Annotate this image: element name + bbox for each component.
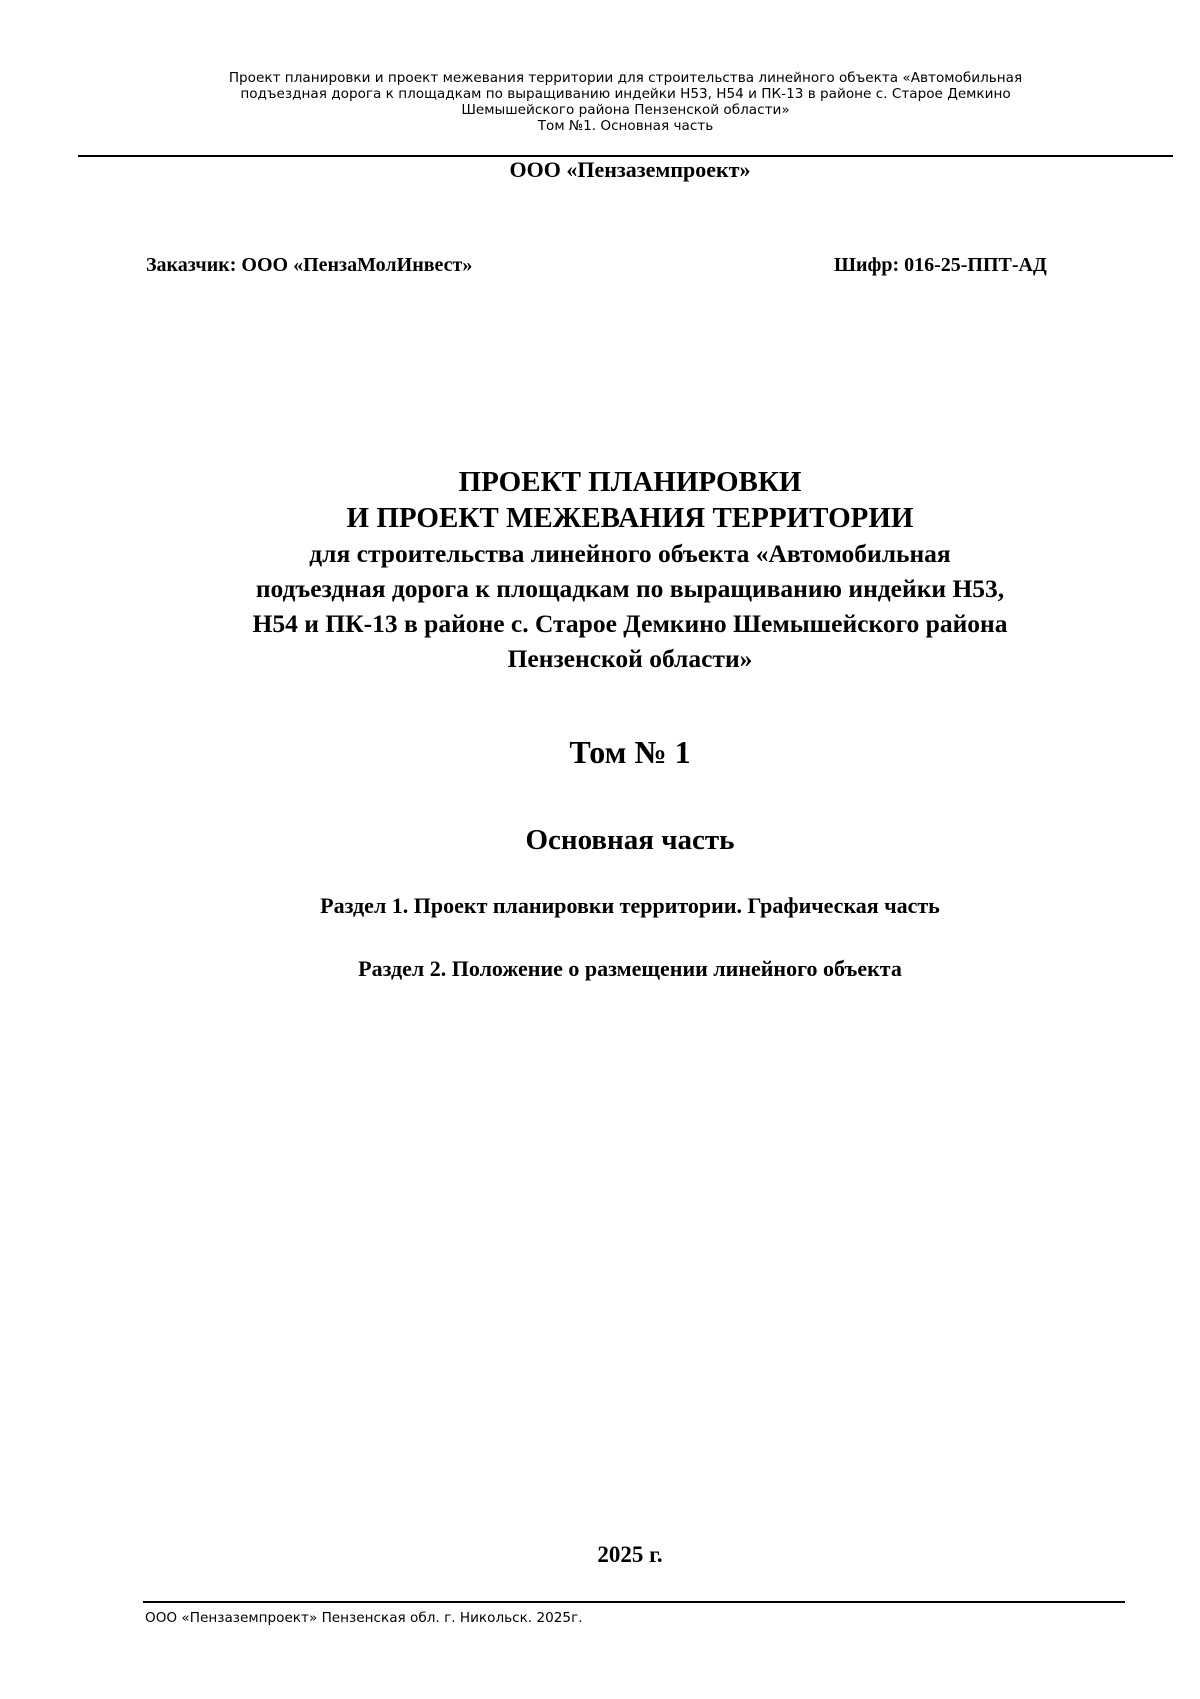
section-item: Раздел 2. Положение о размещении линейного объекта xyxy=(358,956,902,981)
header-line: Шемышейского района Пензенской области» xyxy=(461,102,790,118)
cipher-label: Шифр: 016-25-ППТ-АД xyxy=(834,254,1047,276)
running-header xyxy=(78,70,1173,134)
company-name: ООО «Пензаземпроект» xyxy=(509,157,751,182)
subtitle-line: Н54 и ПК-13 в районе с. Старое Демкино Шемышейского района xyxy=(252,609,1008,638)
subtitle-line: Пензенской области» xyxy=(507,644,753,673)
section-item: Раздел 1. Проект планировки территории. Графическая часть xyxy=(320,893,940,918)
title-line: ПРОЕКТ ПЛАНИРОВКИ xyxy=(458,466,802,498)
customer-label: Заказчик: ООО «ПензаМолИнвест» xyxy=(146,254,473,276)
header-line: подъездная дорога к площадкам по выращиванию индейки Н53, Н54 и ПК-13 в районе с. Старое Демкино xyxy=(240,86,1011,102)
header-line: Том №1. Основная часть xyxy=(537,118,714,134)
header-line: Проект планировки и проект межевания территории для строительства линейного объекта «Автомобильная xyxy=(228,70,1023,86)
document-year: 2025 г. xyxy=(597,1542,663,1567)
subtitle-line: подъездная дорога к площадкам по выращиванию индейки Н53, xyxy=(255,574,1005,603)
title-line: И ПРОЕКТ МЕЖЕВАНИЯ ТЕРРИТОРИИ xyxy=(346,502,914,534)
document-title xyxy=(0,464,1200,676)
running-footer: ООО «Пензаземпроект» Пензенская обл. г. Никольск. 2025г. xyxy=(145,1610,583,1626)
volume-number: Том № 1 xyxy=(569,734,691,770)
volume-part: Основная часть xyxy=(525,824,735,856)
footer-rule xyxy=(143,1601,1125,1603)
subtitle-line: для строительства линейного объекта «Автомобильная xyxy=(309,539,951,568)
